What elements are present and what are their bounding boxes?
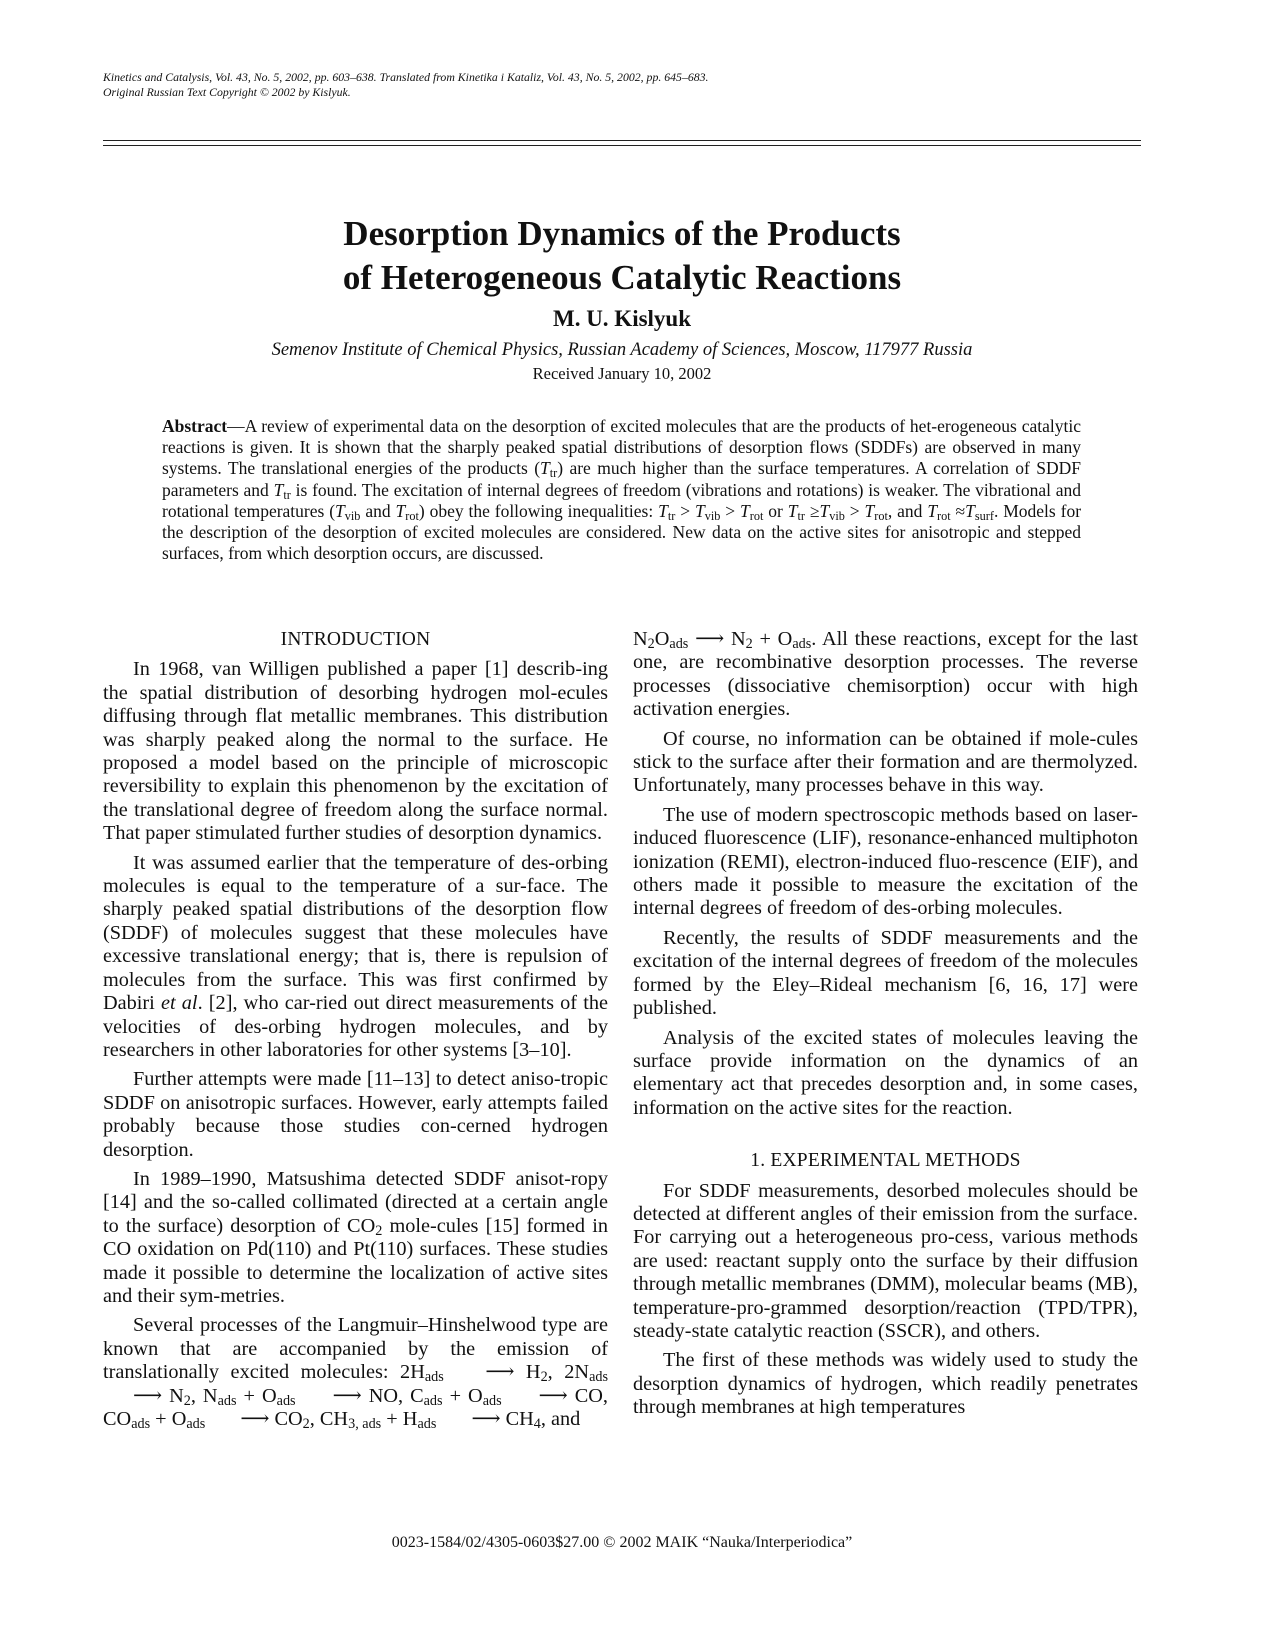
paragraph: The use of modern spectroscopic methods based on laser-induced fluorescence (LIF), resonance-enhanced multiphoton ionization (REMI), electron-induced fluo-rescence (EIF), and others made it possible to measure the excitation of the internal degrees of freedom of des-orbing molecules. — [633, 803, 1138, 920]
author-name: M. U. Kislyuk — [552, 306, 692, 331]
header-line-1: Kinetics and Catalysis, Vol. 43, No. 5, 2002, pp. 603–638. Translated from Kinetika i Kataliz, Vol. 43, No. 5, 2002, pp. 645–683. — [103, 70, 709, 84]
header-rule-top — [103, 140, 1141, 141]
paragraph: In 1989–1990, Matsushima detected SDDF anisot-ropy [14] and the so-called collimated (directed at a certain angle to the surface) desorption of $CO_2$ mole-cules [15] formed in CO oxidation on Pd(110) and Pt(110) surfaces. These studies made it possible to determine the localization of active sites and their sym-metries. — [103, 1167, 608, 1307]
title-line-2: of Heterogeneous Catalytic Reactions — [342, 258, 902, 297]
paragraph: Several processes of the Langmuir–Hinshelwood type are known that are accompanied by the emission of translationally excited molecules: $2H_{ads}$ ⟶ $H_2$, $2N_{ads}$ ⟶ $N_2$, $N_{ads} + O_{ads}$ ⟶ NO, $C_{ads} + O_{ads}$ ⟶ CO, $CO_{ads} + O_{ads}$ ⟶ $CO_2$, $CH_{3, ads} + H_{ads}$ ⟶ $CH_4$, and — [103, 1314, 608, 1432]
paragraph: Further attempts were made [11–13] to detect aniso-tropic SDDF on anisotropic surfaces. However, early attempts failed probably because those studies con-cerned hydrogen desorption. — [103, 1068, 608, 1161]
received-date: Received January 10, 2002 — [532, 364, 712, 383]
abstract-label: Abstract — [162, 416, 228, 436]
paragraph: In 1968, van Willigen published a paper [1] describ-ing the spatial distribution of desorbing hydrogen mol-ecules diffusing through flat metallic membranes. This distribution was sharply peaked along the normal to the surface. He proposed a model based on the principle of microscopic reversibility to explain this phenomenon by the excitation of the translational degree of freedom along the surface normal. That paper stimulated further studies of desorption dynamics. — [103, 658, 608, 845]
section-heading-introduction: INTRODUCTION — [280, 629, 431, 650]
paragraph: It was assumed earlier that the temperature of des-orbing molecules is equal to the temperature of a sur-face. The sharply peaked spatial distributions of the desorption flow (SDDF) of molecules suggest that these molecules have excessive translational energy; that is, there is repulsion of molecules from the surface. This was first confirmed by Dabiri et al. [2], who car-ried out direct measurements of the velocities of des-orbing hydrogen molecules, and by researchers in other laboratories for other systems [3–10]. — [103, 851, 608, 1061]
paper-title — [103, 212, 1141, 300]
journal-header — [103, 70, 1143, 100]
paragraph: For SDDF measurements, desorbed molecules should be detected at different angles of their emission from the surface. For carrying out a heterogeneous pro-cess, various methods are used: reactant supply onto the surface by their diffusion through metallic membranes (DMM), molecular beams (MB), temperature-pro-grammed desorption/reaction (TPD/TPR), steady-state catalytic reaction (SSCR), and others. — [633, 1179, 1138, 1342]
abstract-body: —A review of experimental data on the desorption of excited molecules that are the products of het-erogeneous catalytic reactions is given. It is shown that the sharply peaked spatial distributions of desorption flows (SDDFs) are observed in many systems. The translational energies of the products $(T_{tr})$ are much higher than the surface temperatures. A correlation of SDDF parameters and $T_{tr}$ is found. The excitation of internal degrees of freedom (vibrations and rotations) is weaker. The vibrational and rotational temperatures ($T_{vib}$ and $T_{rot}$) obey the following inequalities: $T_{tr} > T_{vib} > T_{rot}$ or $T_{tr} \ge T_{vib} > T_{rot}$, and $T_{rot} \approx T_{surf}$. Models for the description of the desorption of excited molecules are considered. New data on the active sites for anisotropic and stepped surfaces, from which desorption occurs, are discussed. — [162, 416, 1082, 564]
paragraph: The first of these methods was widely used to study the desorption dynamics of hydrogen, which readily penetrates through membranes at high temperatures — [633, 1349, 1138, 1419]
author-affiliation: Semenov Institute of Chemical Physics, Russian Academy of Sciences, Moscow, 117977 Russia — [271, 340, 973, 360]
paragraph: Recently, the results of SDDF measurements and the excitation of the internal degrees of freedom of the molecules formed by the Eley–Rideal mechanism [6, 16, 17] were published. — [633, 926, 1138, 1020]
paragraph: Of course, no information can be obtained if mole-cules stick to the surface after their formation and are thermolyzed. Unfortunately, many processes behave in this way. — [633, 727, 1138, 797]
paragraph-continuation: $N_2O_{ads}$ ⟶ $N_2 + O_{ads}$. All these reactions, except for the last one, are recombinative desorption processes. The reverse processes (dissociative chemisorption) occur with high activation energies. — [633, 628, 1138, 721]
section-heading-experimental-methods: 1. EXPERIMENTAL METHODS — [750, 1150, 1021, 1172]
right-column — [633, 628, 1138, 1426]
left-column — [103, 628, 608, 1437]
header-line-2: Original Russian Text Copyright © 2002 by Kislyuk. — [103, 85, 351, 99]
abstract — [162, 416, 1081, 564]
paragraph: Analysis of the excited states of molecules leaving the surface provide information on the dynamics of an elementary act that precedes desorption and, in some cases, information on the active sites for the reaction. — [633, 1026, 1138, 1119]
title-line-1: Desorption Dynamics of the Products — [343, 214, 901, 253]
header-rule-bottom — [103, 145, 1141, 146]
copyright-footer: 0023-1584/02/4305-0603$27.00 © 2002 MAIK “Nauka/Interperiodica” — [391, 1534, 853, 1551]
